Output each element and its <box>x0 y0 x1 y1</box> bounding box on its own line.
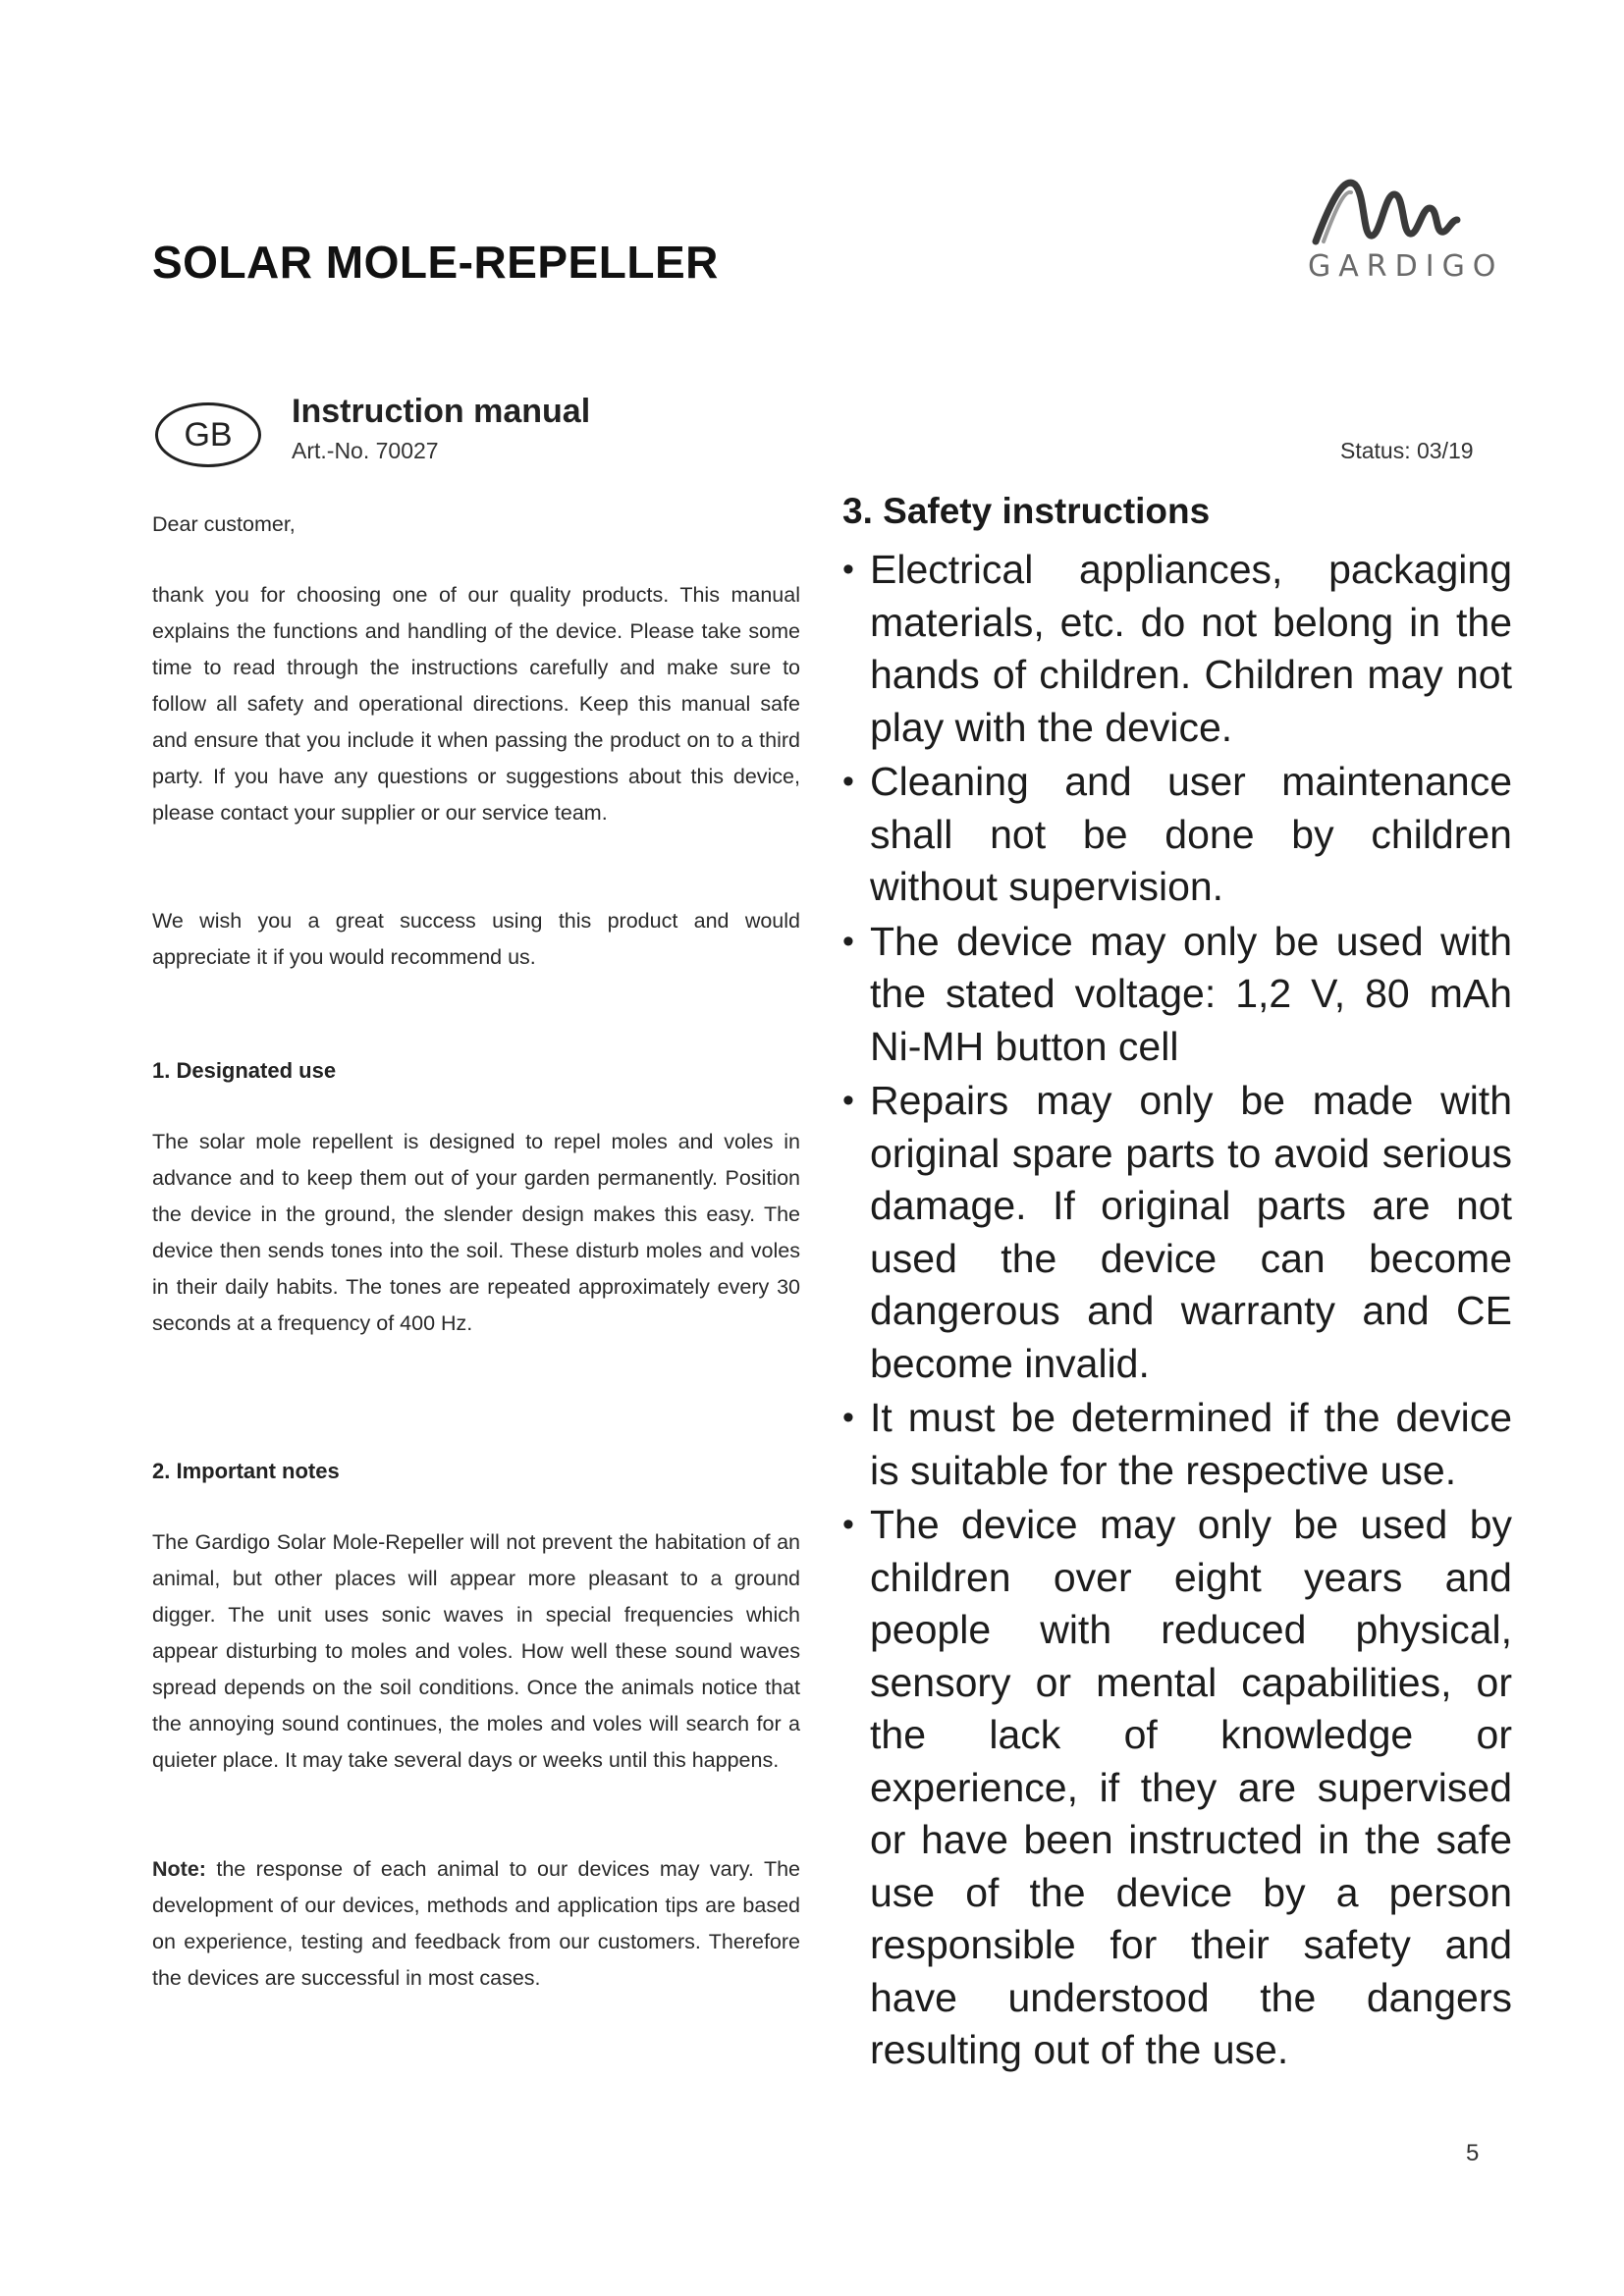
list-item: • The device may only be used by children over eight years and people with reduced physical, sensory or mental capabilities, or the lack of knowledge or experience, if they are supervised or have been instructed in the safe use of the device by a person responsible for their safety and have understood the dangers resulting out of the use. <box>842 1499 1512 2077</box>
list-item: • It must be determined if the device is suitable for the respective use. <box>842 1392 1512 1497</box>
list-item: • The device may only be used with the stated voltage: 1,2 V, 80 mAh Ni-MH button cell <box>842 916 1512 1074</box>
safety-list <box>842 544 1512 2077</box>
section-heading-designated-use: 1. Designated use <box>152 1058 337 1083</box>
country-code-badge: GB <box>155 402 261 467</box>
section-heading-safety: 3. Safety instructions <box>842 491 1211 531</box>
list-item: • Repairs may only be made with original spare parts to avoid serious damage. If original parts are not used the device can become dangerous and warranty and CE become invalid. <box>842 1075 1512 1390</box>
brand-logo <box>1286 165 1504 293</box>
brand-name: GARDIGO <box>1308 249 1504 284</box>
safety-section <box>842 491 1512 2079</box>
section-heading-important-notes: 2. Important notes <box>152 1459 340 1483</box>
article-number: Art.-No. 70027 <box>292 438 439 463</box>
designated-use-text: The solar mole repellent is designed to repel moles and voles in advance and to keep them out of your garden permanently. Position the device in the ground, the slender design makes this easy. The device then sends tones into the soil. These disturb moles and voles in their daily habits. The tones are repeated approximately every 30 seconds at a frequency of 400 Hz. <box>152 1130 800 1335</box>
intro-paragraph: thank you for choosing one of our quality products. This manual explains the functions and handling of the device. Please take some time to read through the instructions carefully and make sure to follow all safety and operational directions. Keep this manual safe and ensure that you include it when passing the product on to a third party. If you have any questions or suggestions about this device, please contact your supplier or our service team. <box>152 583 800 825</box>
status-label: Status: 03/19 <box>1340 438 1474 463</box>
important-notes-text: The Gardigo Solar Mole-Repeller will not prevent the habitation of an animal, but other places will appear more pleasant to a ground digger. The unit uses sonic waves in special frequencies which appear disturbing to moles and voles. How well these sound waves spread depends on the soil conditions. Once the animals notice that the annoying sound continues, the moles and voles will search for a quieter place. It may take several days or weeks until this happens. <box>152 1530 800 1772</box>
closing-paragraph: We wish you a great success using this product and would appreciate it if you would recommend us. <box>152 909 800 969</box>
page-title: SOLAR MOLE-REPELLER <box>152 237 719 288</box>
list-item: • Cleaning and user maintenance shall not be done by children without supervision. <box>842 756 1512 914</box>
page-number: 5 <box>1466 2140 1480 2166</box>
list-item: • Electrical appliances, packaging materials, etc. do not belong in the hands of children. Children may not play with the device. <box>842 544 1512 754</box>
greeting: Dear customer, <box>152 512 296 536</box>
note-text: the response of each animal to our devices may vary. The development of our devices, methods and application tips are based on experience, testing and feedback from our customers. Therefore the devices are successful in most cases. <box>152 1857 800 1990</box>
note-label: Note: <box>152 1857 206 1881</box>
manual-title: Instruction manual <box>292 393 591 430</box>
gardigo-wave-logo-icon <box>1286 165 1492 253</box>
note-paragraph <box>152 1851 800 1997</box>
